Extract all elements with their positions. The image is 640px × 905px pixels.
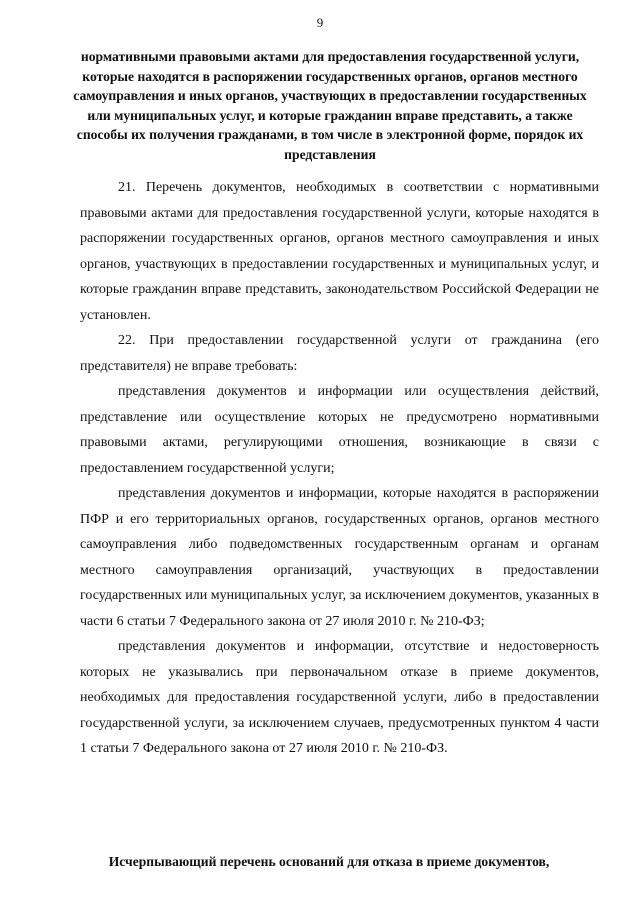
- section-heading: нормативными правовыми актами для предоставления государственной услуги, которые находятся в распоряжении государственных органов, органов местного самоуправления и иных органов, участвующих в предоставлении государственных или муниципальных услуг, и которые гражданин вправе представить, а также способы их получения гражданами, в том числе в электронной форме, порядок их представления: [73, 49, 587, 162]
- page-number: 9: [316, 15, 324, 30]
- body-text: [80, 175, 599, 762]
- next-section-heading: Исчерпывающий перечень оснований для отказа в приеме документов,: [108, 854, 550, 869]
- paragraph-21: 21. Перечень документов, необходимых в соответствии с нормативными правовыми актами для предоставления государственной услуги, которые находятся в распоряжении государственных органов, органов местного самоуправления и иных органов, участвующих в предоставлении государственных и муниципальных услуг, и которые гражданин вправе представить, законодательством Российской Федерации не установлен.: [80, 180, 599, 323]
- paragraph-22: 22. При предоставлении государственной услуги от гражданина (его представителя) не вправе требовать:: [80, 333, 599, 374]
- paragraph-22-item-3: представления документов и информации, отсутствие и недостоверность которых не указывались при первоначальном отказе в приеме документов, необходимых для предоставления государственной услуги, либо в предоставлении государственной услуги, за исключением случаев, предусмотренных пунктом 4 части 1 статьи 7 Федерального закона от 27 июля 2010 г. № 210-ФЗ.: [80, 639, 599, 756]
- paragraph-22-item-1: представления документов и информации или осуществления действий, представление или осуществление которых не предусмотрено нормативными правовыми актами, регулирующими отношения, возникающие в связи с предоставлением государственной услуги;: [80, 384, 599, 476]
- paragraph-22-item-2: представления документов и информации, которые находятся в распоряжении ПФР и его территориальных органов, государственных органов, органов местного самоуправления либо подведомственных государственным органам и органам местного самоуправления организаций, участвующих в предоставлении государственных или муниципальных услуг, за исключением документов, указанных в части 6 статьи 7 Федерального закона от 27 июля 2010 г. № 210-ФЗ;: [80, 486, 599, 629]
